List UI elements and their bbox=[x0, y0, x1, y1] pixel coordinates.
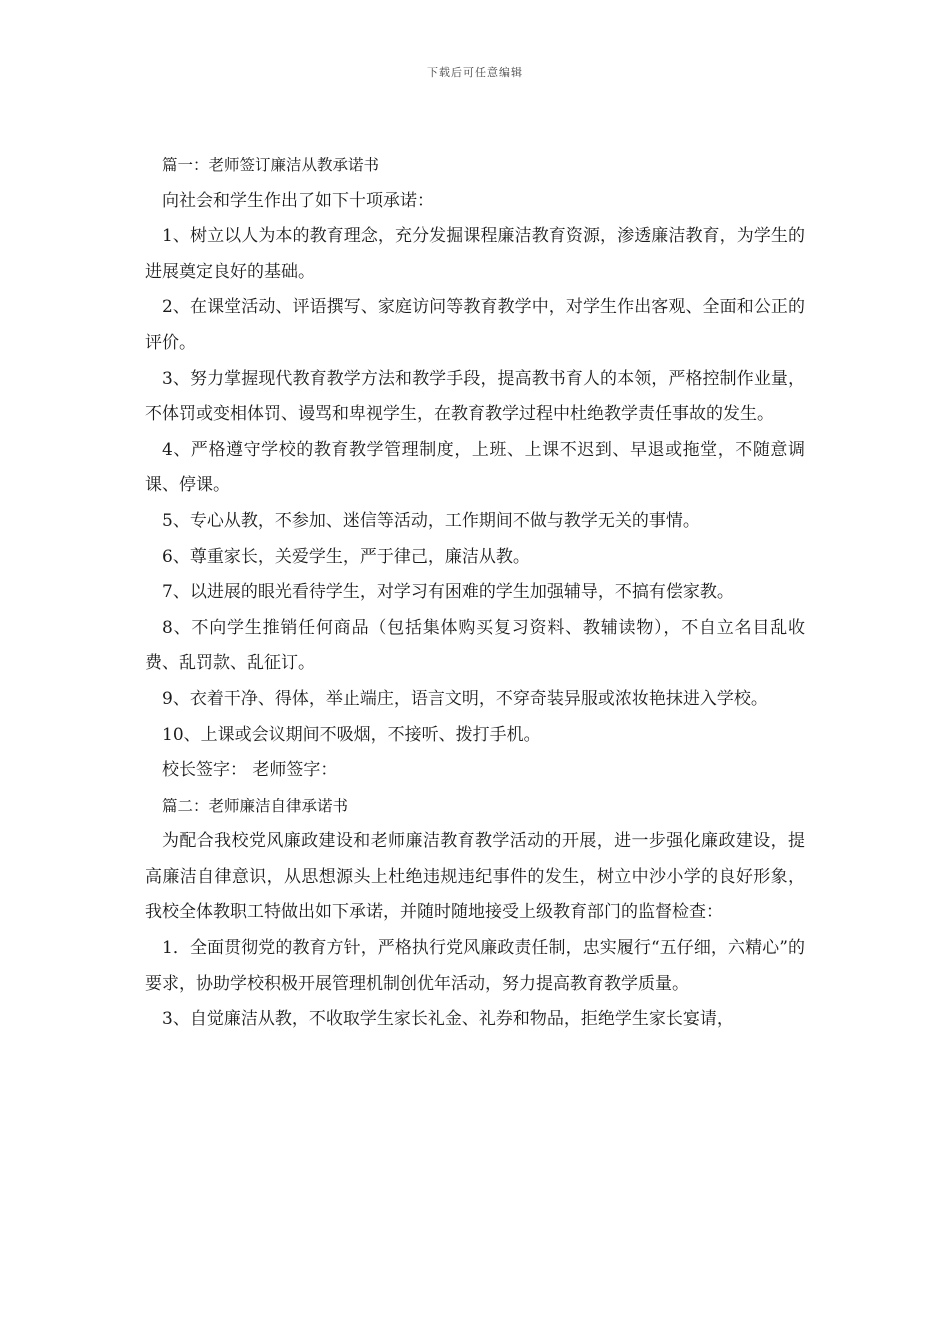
pledge-item-1: 1、树立以人为本的教育理念，充分发掘课程廉洁教育资源，渗透廉洁教育，为学生的进展奠定良好的基础。 bbox=[145, 226, 805, 282]
pledge-item-7: 7、以进展的眼光看待学生，对学习有困难的学生加强辅导，不搞有偿家教。 bbox=[162, 582, 734, 603]
pledge-item-2: 2、在课堂活动、评语撰写、家庭访问等教育教学中，对学生作出客观、全面和公正的评价。 bbox=[145, 297, 805, 353]
section-heading-2: 篇二：老师廉洁自律承诺书 bbox=[162, 796, 349, 815]
pledge-item-4: 4、严格遵守学校的教育教学管理制度，上班、上课不迟到、早退或拖堂，不随意调课、停课。 bbox=[145, 439, 805, 496]
pledge-item-9: 9、衣着干净、得体，举止端庄，语言文明，不穿奇装异服或浓妆艳抹进入学校。 bbox=[162, 688, 768, 709]
signature-line: 校长签字： 老师签字： bbox=[162, 760, 338, 781]
section-2-intro: 为配合我校党风廉政建设和老师廉洁教育教学活动的开展，进一步强化廉政建设，提高廉洁自律意识，从思想源头上杜绝违规违纪事件的发生，树立中沙小学的良好形象，我校全体教职工特做出如下承诺，并随时随地接受上级教育部门的监督检查： bbox=[145, 831, 805, 923]
pledge-item-8: 8、不向学生推销任何商品（包括集体购买复习资料、教辅读物），不自立名目乱收费、乱罚款、乱征订。 bbox=[145, 617, 805, 674]
pledge-item-5: 5、专心从教，不参加、迷信等活动，工作期间不做与教学无关的事情。 bbox=[162, 510, 700, 531]
pledge-item-3: 3、努力掌握现代教育教学方法和教学手段，提高教书育人的本领，严格控制作业量，不体罚或变相体罚、谩骂和卑视学生，在教育教学过程中杜绝教学责任事故的发生。 bbox=[145, 368, 805, 425]
section-2-item-1: 1．全面贯彻党的教育方针，严格执行党风廉政责任制，忠实履行“五仔细，六精心”的要求，协助学校积极开展管理机制创优年活动，努力提高教育教学质量。 bbox=[145, 938, 805, 994]
intro-paragraph: 向社会和学生作出了如下十项承诺： bbox=[162, 190, 434, 211]
pledge-item-6: 6、尊重家长，关爱学生，严于律己，廉洁从教。 bbox=[162, 546, 530, 567]
pledge-item-10: 10、上课或会议期间不吸烟，不接听、拨打手机。 bbox=[162, 724, 541, 745]
page-header-note: 下载后可任意编辑 bbox=[427, 66, 523, 79]
section-2-item-3: 3、自觉廉洁从教，不收取学生家长礼金、礼券和物品，拒绝学生家长宴请， bbox=[162, 1009, 734, 1030]
section-heading-1: 篇一：老师签订廉洁从教承诺书 bbox=[162, 156, 380, 174]
document-body bbox=[145, 148, 805, 1038]
